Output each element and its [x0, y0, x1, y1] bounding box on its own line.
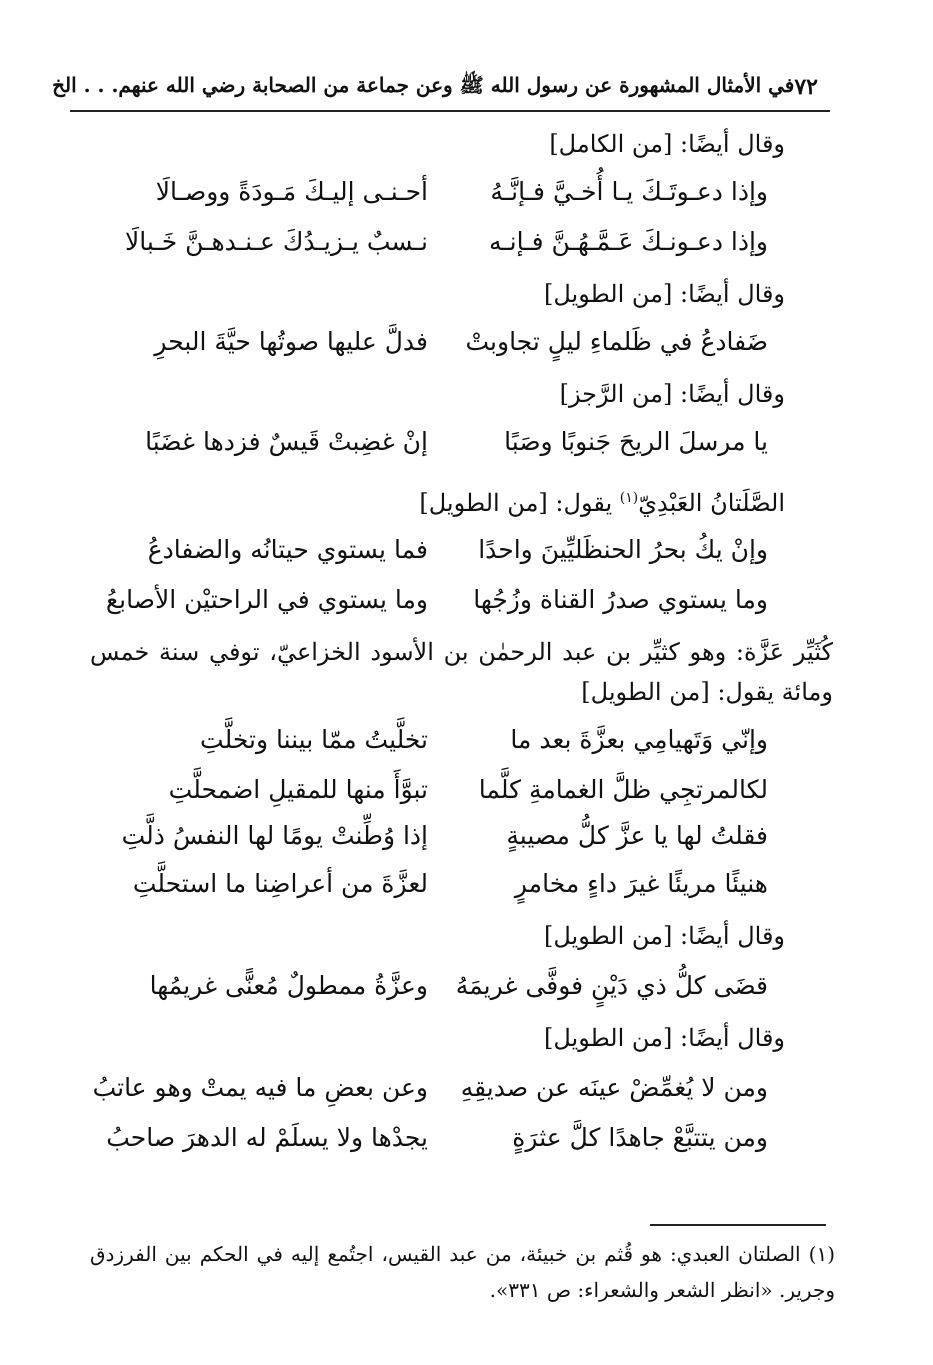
poet-name: الصَّلَتانُ العَبْدِيّ: [638, 489, 785, 517]
first-hemistich: وإذا دعـوتَـكَ يـا أُخـيَّ فـإنَّـهُ: [490, 177, 768, 206]
verse-line: [0, 420, 933, 464]
second-hemistich: وعزَّةُ ممطولٌ مُعنًّى غريمُها: [149, 971, 428, 1000]
first-hemistich: وإنّي وَتَهيامِي بعزَّةَ بعد ما: [510, 725, 768, 754]
verse-intro: وقال أيضًا: [من الرَّجز]: [559, 380, 785, 408]
poet-biography: كُثَيِّر عَزَّة: وهو كثيِّر بن عبد الرحمٰن بن الأسود الخزاعيّ، توفي سنة خمس ومائة يقول: [من الطويل]: [90, 638, 833, 706]
first-hemistich: هنيئًا مريئًا غيرَ داءٍ مخامرٍ: [514, 869, 768, 898]
page-number: ٧٢: [794, 74, 818, 100]
first-hemistich: وإذا دعـونـكَ عَـمَّـهُـنَّ فـإنـه: [488, 227, 768, 256]
second-hemistich: لعزَّةَ من أعراضِنا ما استحلَّتِ: [132, 869, 428, 898]
running-title: في الأمثال المشهورة عن رسول الله ﷺ وعن جماعة من الصحابة رضي الله عنهم. . . الخ: [52, 72, 795, 97]
verse-intro: وقال أيضًا: [من الطويل]: [543, 922, 785, 950]
first-hemistich: ومن يتتبَّعْ جاهدًا كلَّ عثرَةٍ: [512, 1123, 768, 1152]
verse-line: [0, 862, 933, 906]
verse-line: [0, 964, 933, 1008]
first-hemistich: ضَفادعُ في ظَلماءِ ليلٍ تجاوبتْ: [465, 327, 768, 356]
verse-line: [0, 814, 933, 858]
page-header: [52, 64, 830, 112]
verse-line: [0, 768, 933, 812]
verse-intro: وقال أيضًا: [من الطويل]: [543, 280, 785, 308]
footnote-divider: [650, 1224, 826, 1226]
second-hemistich: إنْ غضِبتْ قَيسٌ فزدها غضَبًا: [145, 427, 428, 456]
verse-line: [0, 1116, 933, 1160]
second-hemistich: يجدْها ولا يسلَمْ له الدهرَ صاحبُ: [106, 1123, 428, 1152]
first-hemistich: لكالمرتجِي ظلَّ الغمامةِ كلَّما: [478, 775, 768, 804]
second-hemistich: فدلَّ عليها صوتُها حيَّةَ البحرِ: [154, 327, 428, 356]
first-hemistich: قضَى كلُّ ذي دَيْنٍ فوفَّى غريمَهُ: [455, 971, 768, 1000]
first-hemistich: وما يستوي صدرُ القناة وزُجُها: [473, 585, 768, 614]
verse-line: [0, 528, 933, 572]
first-hemistich: يا مرسلَ الريحَ جَنوبًا وصَبًا: [504, 427, 768, 456]
first-hemistich: وإنْ يكُ بحرُ الحنظَليِّينَ واحدًا: [478, 535, 768, 564]
verse-line: [0, 718, 933, 762]
second-hemistich: وما يستوي في الراحتيْن الأصابعُ: [105, 585, 428, 614]
first-hemistich: فقلتُ لها يا عزَّ كلُّ مصيبةٍ: [506, 821, 768, 850]
second-hemistich: نـسبٌ يـزيـدُكَ عـنـدهـنَّ خَـبالَا: [124, 227, 428, 256]
second-hemistich: فما يستوي حيتانُه والضفادعُ: [147, 535, 428, 564]
second-hemistich: إذا وُطِّنتْ يومًا لها النفسُ ذلَّتِ: [121, 821, 428, 850]
second-hemistich: وعن بعضِ ما فيه يمتْ وهو عاتبُ: [92, 1073, 428, 1102]
verse-line: [0, 1066, 933, 1110]
verse-line: [0, 578, 933, 622]
second-hemistich: تخلَّيتُ ممّا بيننا وتخلَّتِ: [200, 725, 428, 754]
verse-intro: وقال أيضًا: [من الطويل]: [543, 1024, 785, 1052]
verse-intro: [80, 476, 785, 525]
verse-line: [0, 320, 933, 364]
meter-label: يقول: [من الطويل]: [419, 489, 620, 517]
second-hemistich: أحـنـى إليـكَ مَـودَةً ووصـالَا: [155, 177, 428, 206]
footnote: (١) الصلتان العبدي: هو قُثم بن خبيئة، من عبد القيس، اجتُمع إليه في الحكم بين الفرزدق وجرير. «انظر الشعر والشعراء: ص ٣٣١».: [90, 1242, 835, 1302]
verse-line: [0, 170, 933, 214]
second-hemistich: تبوَّأَ منها للمقيلِ اضمحلَّتِ: [168, 775, 428, 804]
verse-intro: وقال أيضًا: [من الكامل]: [549, 130, 785, 158]
first-hemistich: ومن لا يُغمِّضْ عينَه عن صديقِهِ: [460, 1073, 768, 1102]
verse-line: [0, 220, 933, 264]
footnote-marker: (١): [619, 490, 639, 506]
